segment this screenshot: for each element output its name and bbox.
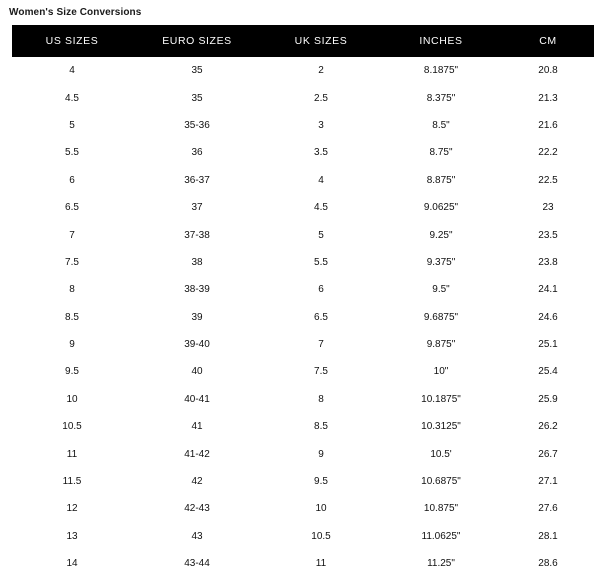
cell-us-size: 11.5 (12, 468, 132, 495)
cell-euro-size: 35-36 (132, 112, 262, 139)
cell-cm: 23 (502, 194, 594, 221)
table-row (12, 84, 594, 111)
cell-uk-size: 4.5 (262, 194, 380, 221)
cell-us-size: 5 (12, 112, 132, 139)
cell-us-size: 9.5 (12, 358, 132, 385)
cell-inches: 10" (380, 358, 502, 385)
cell-euro-size: 35 (132, 84, 262, 111)
table-row (12, 523, 594, 550)
table-row (12, 358, 594, 385)
table-row (12, 331, 594, 358)
cell-us-size: 13 (12, 523, 132, 550)
cell-uk-size: 9 (262, 440, 380, 467)
table-header-row (12, 25, 594, 57)
cell-cm: 27.1 (502, 468, 594, 495)
cell-uk-size: 11 (262, 550, 380, 577)
cell-us-size: 7.5 (12, 249, 132, 276)
cell-uk-size: 5.5 (262, 249, 380, 276)
table-row (12, 57, 594, 84)
cell-inches: 9.5" (380, 276, 502, 303)
cell-euro-size: 41-42 (132, 440, 262, 467)
cell-us-size: 10 (12, 386, 132, 413)
cell-uk-size: 8.5 (262, 413, 380, 440)
table-row (12, 167, 594, 194)
table-row (12, 194, 594, 221)
cell-us-size: 7 (12, 221, 132, 248)
table-body (12, 57, 594, 577)
cell-inches: 10.6875" (380, 468, 502, 495)
cell-us-size: 14 (12, 550, 132, 577)
cell-uk-size: 10 (262, 495, 380, 522)
cell-euro-size: 43 (132, 523, 262, 550)
cell-uk-size: 5 (262, 221, 380, 248)
cell-uk-size: 2 (262, 57, 380, 84)
column-header-inches: INCHES (380, 25, 502, 57)
table-row (12, 249, 594, 276)
table-row (12, 112, 594, 139)
cell-uk-size: 7.5 (262, 358, 380, 385)
cell-euro-size: 35 (132, 57, 262, 84)
table-row (12, 386, 594, 413)
cell-us-size: 6 (12, 167, 132, 194)
column-header-euro-sizes: EURO SIZES (132, 25, 262, 57)
cell-cm: 23.5 (502, 221, 594, 248)
cell-inches: 8.1875" (380, 57, 502, 84)
cell-cm: 25.4 (502, 358, 594, 385)
cell-cm: 27.6 (502, 495, 594, 522)
cell-euro-size: 42 (132, 468, 262, 495)
cell-inches: 9.25" (380, 221, 502, 248)
cell-inches: 10.5' (380, 440, 502, 467)
cell-us-size: 9 (12, 331, 132, 358)
cell-euro-size: 39 (132, 304, 262, 331)
cell-us-size: 11 (12, 440, 132, 467)
cell-us-size: 10.5 (12, 413, 132, 440)
cell-uk-size: 2.5 (262, 84, 380, 111)
cell-uk-size: 6 (262, 276, 380, 303)
cell-us-size: 8.5 (12, 304, 132, 331)
table-header (12, 25, 594, 57)
cell-us-size: 4.5 (12, 84, 132, 111)
cell-cm: 21.6 (502, 112, 594, 139)
cell-euro-size: 39-40 (132, 331, 262, 358)
cell-euro-size: 37 (132, 194, 262, 221)
cell-us-size: 5.5 (12, 139, 132, 166)
cell-cm: 25.9 (502, 386, 594, 413)
cell-euro-size: 41 (132, 413, 262, 440)
cell-euro-size: 42-43 (132, 495, 262, 522)
cell-inches: 10.3125" (380, 413, 502, 440)
cell-inches: 10.875" (380, 495, 502, 522)
cell-inches: 8.75" (380, 139, 502, 166)
table-row (12, 468, 594, 495)
cell-inches: 9.375" (380, 249, 502, 276)
cell-euro-size: 38 (132, 249, 262, 276)
cell-euro-size: 40-41 (132, 386, 262, 413)
cell-cm: 23.8 (502, 249, 594, 276)
cell-inches: 10.1875" (380, 386, 502, 413)
table-row (12, 139, 594, 166)
cell-uk-size: 8 (262, 386, 380, 413)
cell-inches: 11.25" (380, 550, 502, 577)
cell-uk-size: 6.5 (262, 304, 380, 331)
table-row (12, 495, 594, 522)
table-row (12, 276, 594, 303)
cell-cm: 24.6 (502, 304, 594, 331)
table-row (12, 304, 594, 331)
cell-cm: 24.1 (502, 276, 594, 303)
cell-uk-size: 3.5 (262, 139, 380, 166)
cell-cm: 26.2 (502, 413, 594, 440)
cell-cm: 22.5 (502, 167, 594, 194)
cell-euro-size: 40 (132, 358, 262, 385)
cell-cm: 25.1 (502, 331, 594, 358)
column-header-us-sizes: US SIZES (12, 25, 132, 57)
cell-cm: 26.7 (502, 440, 594, 467)
cell-us-size: 12 (12, 495, 132, 522)
cell-uk-size: 10.5 (262, 523, 380, 550)
cell-uk-size: 7 (262, 331, 380, 358)
cell-cm: 22.2 (502, 139, 594, 166)
cell-euro-size: 36 (132, 139, 262, 166)
cell-cm: 28.1 (502, 523, 594, 550)
cell-us-size: 4 (12, 57, 132, 84)
column-header-cm: CM (502, 25, 594, 57)
table-row (12, 221, 594, 248)
cell-cm: 28.6 (502, 550, 594, 577)
cell-cm: 20.8 (502, 57, 594, 84)
cell-euro-size: 43-44 (132, 550, 262, 577)
cell-euro-size: 36-37 (132, 167, 262, 194)
page-title: Women's Size Conversions (9, 7, 142, 18)
cell-euro-size: 37-38 (132, 221, 262, 248)
table-row (12, 440, 594, 467)
cell-inches: 9.6875" (380, 304, 502, 331)
column-header-uk-sizes: UK SIZES (262, 25, 380, 57)
cell-euro-size: 38-39 (132, 276, 262, 303)
table-row (12, 550, 594, 577)
cell-uk-size: 9.5 (262, 468, 380, 495)
cell-inches: 8.5" (380, 112, 502, 139)
cell-inches: 8.375" (380, 84, 502, 111)
cell-inches: 9.0625" (380, 194, 502, 221)
cell-inches: 8.875" (380, 167, 502, 194)
cell-cm: 21.3 (502, 84, 594, 111)
size-conversion-table (12, 25, 594, 577)
cell-inches: 11.0625" (380, 523, 502, 550)
cell-uk-size: 4 (262, 167, 380, 194)
table-row (12, 413, 594, 440)
cell-inches: 9.875" (380, 331, 502, 358)
cell-uk-size: 3 (262, 112, 380, 139)
cell-us-size: 8 (12, 276, 132, 303)
cell-us-size: 6.5 (12, 194, 132, 221)
